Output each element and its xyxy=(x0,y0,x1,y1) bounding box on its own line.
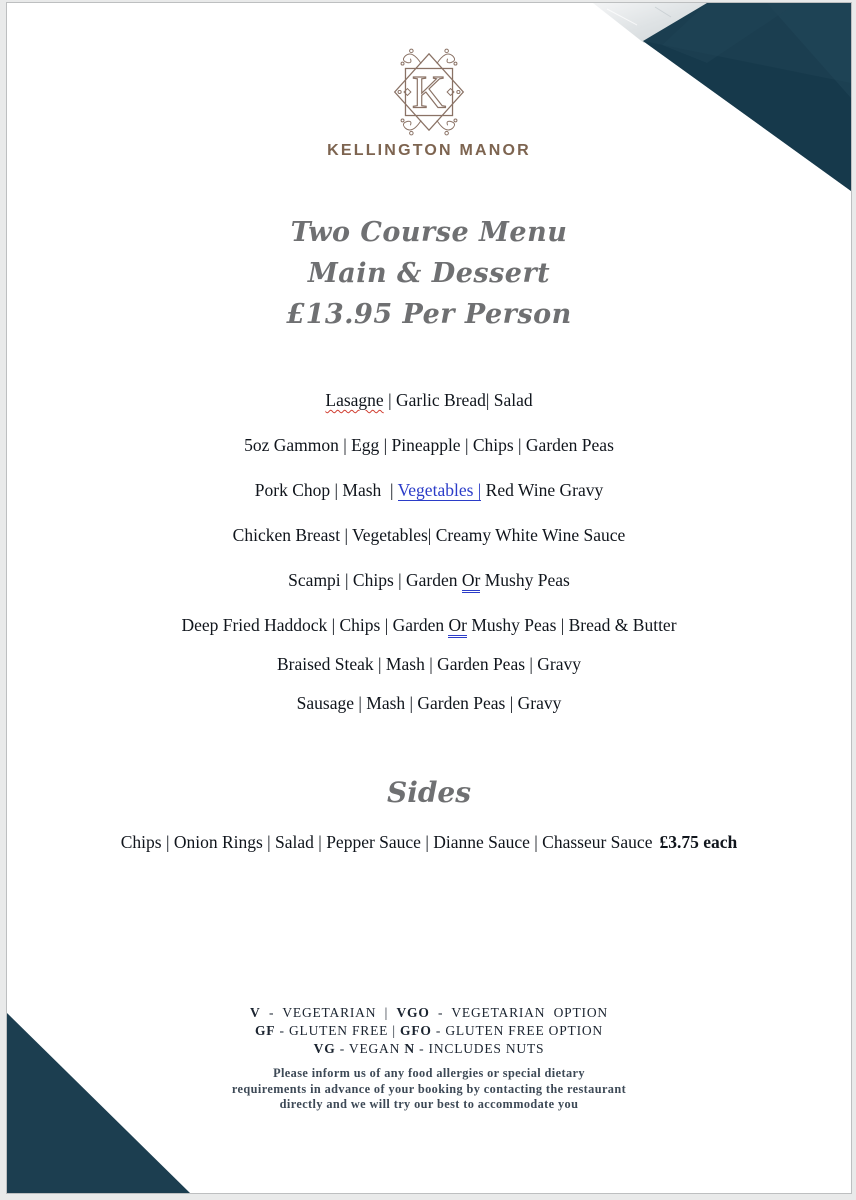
sides-items-line xyxy=(7,832,851,853)
menu-item-segment: Scampi | Chips | Garden xyxy=(288,570,462,590)
allergy-notice-line: Please inform us of any food allergies or special dietary xyxy=(273,1066,585,1080)
brand-name: KELLINGTON MANOR xyxy=(327,142,531,159)
menu-title-line: £13.95 Per Person xyxy=(286,299,572,330)
menu-item xyxy=(7,391,851,409)
legend-line-segment: GF xyxy=(255,1023,276,1038)
menu-title-line: Main & Dessert xyxy=(307,258,551,289)
dietary-legend xyxy=(7,1004,851,1058)
menu-title-line: Two Course Menu xyxy=(290,217,568,248)
menu-item xyxy=(7,655,851,673)
menu-item xyxy=(7,571,851,589)
legend-line-segment: - VEGAN xyxy=(335,1041,405,1056)
sides-price: £3.75 each xyxy=(659,832,738,852)
legend-line-segment: - VEGETARIAN | xyxy=(260,1005,397,1020)
menu-item xyxy=(7,616,851,634)
legend-line-segment: V xyxy=(250,1005,261,1020)
allergy-notice xyxy=(7,1066,851,1113)
menu-item-segment: Mushy Peas | Bread & Butter xyxy=(466,615,677,635)
menu-item-segment: Lasagne xyxy=(325,390,384,410)
legend-line-segment: - GLUTEN FREE OPTION xyxy=(431,1023,603,1038)
marble-triangle xyxy=(593,3,707,43)
menu-item-segment: 5oz Gammon | Egg | Pineapple | Chips | Garden Peas xyxy=(244,435,614,455)
menu-item-segment: | Garlic Bread| Salad xyxy=(383,390,533,410)
menu-item-segment: Sausage | Mash | Garden Peas | Gravy xyxy=(296,693,562,713)
main-course-list xyxy=(7,391,851,739)
menu-item xyxy=(7,694,851,712)
legend-line-segment: VG xyxy=(313,1041,336,1056)
menu-item-segment: Vegetables | xyxy=(397,480,482,500)
menu-item-segment: Chicken Breast | Vegetables| Creamy White Wine Sauce xyxy=(232,525,626,545)
menu-item-segment: Or xyxy=(448,615,466,638)
brand-logo xyxy=(7,43,851,146)
menu-item xyxy=(7,526,851,544)
menu-item-segment: Braised Steak | Mash | Garden Peas | Gravy xyxy=(276,654,582,674)
allergy-notice-line: requirements in advance of your booking by contacting the restaurant xyxy=(231,1081,627,1096)
menu-item xyxy=(7,436,851,454)
kellington-manor-logo-icon xyxy=(369,43,489,141)
menu-title xyxy=(7,212,851,335)
legend-line-segment: - VEGETARIAN OPTION xyxy=(429,1005,608,1020)
menu-item-segment: Or xyxy=(462,570,480,593)
menu-item-segment: Red Wine Gravy xyxy=(481,480,604,500)
legend-line xyxy=(7,1040,851,1058)
legend-line xyxy=(7,1022,851,1040)
legend-line xyxy=(7,1004,851,1022)
sides-heading: Sides xyxy=(386,776,471,809)
legend-line-segment: N xyxy=(404,1041,415,1056)
legend-line-segment: VGO xyxy=(396,1005,430,1020)
legend-line-segment: GFO xyxy=(400,1023,432,1038)
legend-line-segment: - GLUTEN FREE | xyxy=(275,1023,401,1038)
legend-line-segment: - INCLUDES NUTS xyxy=(414,1041,545,1056)
menu-item-segment: Pork Chop | Mash | xyxy=(254,480,398,500)
logo-letter: K xyxy=(412,66,446,119)
sides-items: Chips | Onion Rings | Salad | Pepper Sauce | Dianne Sauce | Chasseur Sauce xyxy=(120,832,653,852)
menu-page xyxy=(6,2,852,1194)
menu-item-segment: Mushy Peas xyxy=(480,570,570,590)
menu-item-segment: Deep Fried Haddock | Chips | Garden xyxy=(181,615,449,635)
allergy-notice-line: directly and we will try our best to accommodate you xyxy=(279,1097,579,1111)
menu-item xyxy=(7,481,851,499)
